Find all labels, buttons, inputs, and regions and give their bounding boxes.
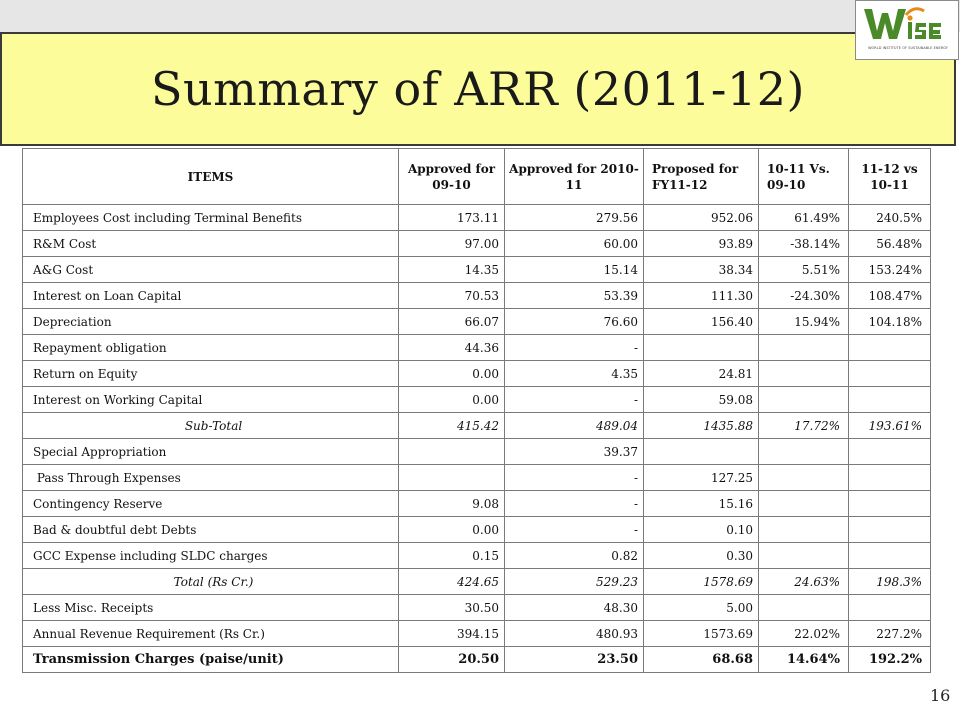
cell-1112-vs-1011 (849, 387, 931, 413)
cell-item: Interest on Working Capital (23, 387, 399, 413)
transmission-charges-row (23, 647, 931, 673)
cell-proposed-1112: 111.30 (644, 283, 759, 309)
table-row (23, 283, 931, 309)
cell-item: Employees Cost including Terminal Benefits (23, 205, 399, 231)
cell-1011-vs-0910: -38.14% (759, 231, 849, 257)
table-row (23, 231, 931, 257)
cell-approved-1011: 15.14 (505, 257, 644, 283)
cell-approved-0910: 66.07 (399, 309, 505, 335)
cell-item: A&G Cost (23, 257, 399, 283)
cell-1011-vs-0910 (759, 361, 849, 387)
cell-1011-vs-0910: -24.30% (759, 283, 849, 309)
table-row (23, 595, 931, 621)
cell-proposed-1112: 1435.88 (644, 413, 759, 439)
cell-proposed-1112: 156.40 (644, 309, 759, 335)
cell-approved-0910: 394.15 (399, 621, 505, 647)
cell-1011-vs-0910: 24.63% (759, 569, 849, 595)
cell-1112-vs-1011 (849, 491, 931, 517)
cell-item: Transmission Charges (paise/unit) (23, 647, 399, 673)
cell-approved-1011: 4.35 (505, 361, 644, 387)
cell-1112-vs-1011 (849, 465, 931, 491)
cell-1011-vs-0910: 61.49% (759, 205, 849, 231)
cell-approved-1011: - (505, 335, 644, 361)
cell-approved-0910: 30.50 (399, 595, 505, 621)
cell-1011-vs-0910: 5.51% (759, 257, 849, 283)
cell-proposed-1112: 0.10 (644, 517, 759, 543)
logo-tagline: WORLD INSTITUTE OF SUSTAINABLE ENERGY (868, 46, 948, 50)
cell-1112-vs-1011: 104.18% (849, 309, 931, 335)
cell-approved-1011: - (505, 517, 644, 543)
cell-1112-vs-1011: 108.47% (849, 283, 931, 309)
cell-1011-vs-0910: 17.72% (759, 413, 849, 439)
table-row (23, 439, 931, 465)
page-number: 16 (930, 686, 951, 705)
cell-approved-1011: 0.82 (505, 543, 644, 569)
cell-proposed-1112 (644, 439, 759, 465)
cell-approved-0910: 415.42 (399, 413, 505, 439)
cell-1112-vs-1011: 193.61% (849, 413, 931, 439)
cell-item: Interest on Loan Capital (23, 283, 399, 309)
cell-item: Depreciation (23, 309, 399, 335)
cell-1112-vs-1011 (849, 361, 931, 387)
cell-proposed-1112: 68.68 (644, 647, 759, 673)
cell-1011-vs-0910 (759, 543, 849, 569)
header-1112-vs-1011: 11-12 vs 10-11 (849, 149, 931, 205)
cell-approved-1011: - (505, 465, 644, 491)
cell-approved-0910: 9.08 (399, 491, 505, 517)
cell-approved-1011: 53.39 (505, 283, 644, 309)
table-row (23, 205, 931, 231)
cell-1112-vs-1011 (849, 335, 931, 361)
cell-approved-0910: 0.00 (399, 517, 505, 543)
table-row (23, 387, 931, 413)
cell-approved-0910: 70.53 (399, 283, 505, 309)
cell-item: Bad & doubtful debt Debts (23, 517, 399, 543)
cell-item: Less Misc. Receipts (23, 595, 399, 621)
cell-approved-0910: 97.00 (399, 231, 505, 257)
header-approved-0910: Approved for 09-10 (399, 149, 505, 205)
cell-1011-vs-0910 (759, 465, 849, 491)
cell-approved-0910 (399, 465, 505, 491)
cell-approved-1011: 23.50 (505, 647, 644, 673)
cell-1112-vs-1011 (849, 439, 931, 465)
cell-proposed-1112: 127.25 (644, 465, 759, 491)
cell-1011-vs-0910 (759, 439, 849, 465)
cell-item: Pass Through Expenses (23, 465, 399, 491)
wise-logo (855, 0, 959, 60)
cell-1112-vs-1011 (849, 543, 931, 569)
cell-proposed-1112: 93.89 (644, 231, 759, 257)
cell-approved-1011: 48.30 (505, 595, 644, 621)
cell-proposed-1112: 24.81 (644, 361, 759, 387)
cell-proposed-1112: 15.16 (644, 491, 759, 517)
cell-approved-0910: 20.50 (399, 647, 505, 673)
cell-item: Sub-Total (23, 413, 399, 439)
cell-item: Contingency Reserve (23, 491, 399, 517)
cell-1112-vs-1011: 192.2% (849, 647, 931, 673)
cell-approved-0910: 0.00 (399, 387, 505, 413)
cell-proposed-1112: 1578.69 (644, 569, 759, 595)
cell-proposed-1112: 952.06 (644, 205, 759, 231)
table-row (23, 621, 931, 647)
cell-1112-vs-1011 (849, 595, 931, 621)
cell-proposed-1112: 5.00 (644, 595, 759, 621)
cell-1011-vs-0910 (759, 335, 849, 361)
table-row (23, 361, 931, 387)
header-approved-1011: Approved for 2010-11 (505, 149, 644, 205)
table-row (23, 257, 931, 283)
cell-approved-1011: - (505, 491, 644, 517)
top-band (0, 0, 960, 32)
cell-1011-vs-0910 (759, 387, 849, 413)
cell-approved-1011: 60.00 (505, 231, 644, 257)
cell-proposed-1112: 0.30 (644, 543, 759, 569)
cell-approved-1011: 480.93 (505, 621, 644, 647)
cell-1011-vs-0910: 22.02% (759, 621, 849, 647)
cell-approved-0910: 424.65 (399, 569, 505, 595)
table-row (23, 465, 931, 491)
title-banner (0, 32, 956, 146)
total-row (23, 569, 931, 595)
cell-approved-1011: 529.23 (505, 569, 644, 595)
cell-1112-vs-1011: 198.3% (849, 569, 931, 595)
cell-item: Repayment obligation (23, 335, 399, 361)
slide-title: Summary of ARR (2011-12) (151, 62, 805, 116)
cell-proposed-1112: 1573.69 (644, 621, 759, 647)
arr-summary-table (22, 148, 931, 673)
cell-approved-1011: 489.04 (505, 413, 644, 439)
cell-1011-vs-0910: 15.94% (759, 309, 849, 335)
table-row (23, 517, 931, 543)
cell-approved-0910: 0.15 (399, 543, 505, 569)
table-row (23, 309, 931, 335)
cell-item: GCC Expense including SLDC charges (23, 543, 399, 569)
cell-1112-vs-1011: 153.24% (849, 257, 931, 283)
cell-approved-1011: 76.60 (505, 309, 644, 335)
cell-item: Return on Equity (23, 361, 399, 387)
cell-item: Total (Rs Cr.) (23, 569, 399, 595)
table-row (23, 543, 931, 569)
cell-approved-0910: 173.11 (399, 205, 505, 231)
cell-approved-0910: 0.00 (399, 361, 505, 387)
cell-item: R&M Cost (23, 231, 399, 257)
cell-1112-vs-1011: 240.5% (849, 205, 931, 231)
cell-item: Special Appropriation (23, 439, 399, 465)
cell-1011-vs-0910 (759, 491, 849, 517)
cell-1011-vs-0910 (759, 517, 849, 543)
cell-approved-1011: 39.37 (505, 439, 644, 465)
cell-approved-0910: 44.36 (399, 335, 505, 361)
cell-proposed-1112 (644, 335, 759, 361)
table-row (23, 491, 931, 517)
table-header-row (23, 149, 931, 205)
cell-proposed-1112: 38.34 (644, 257, 759, 283)
table-row (23, 335, 931, 361)
cell-approved-0910 (399, 439, 505, 465)
cell-approved-1011: - (505, 387, 644, 413)
header-proposed-1112: Proposed for FY11-12 (644, 149, 759, 205)
cell-item: Annual Revenue Requirement (Rs Cr.) (23, 621, 399, 647)
subtotal-row (23, 413, 931, 439)
wise-logo-mark (862, 5, 952, 43)
cell-1011-vs-0910: 14.64% (759, 647, 849, 673)
cell-approved-1011: 279.56 (505, 205, 644, 231)
header-items: ITEMS (23, 149, 399, 205)
cell-1112-vs-1011: 56.48% (849, 231, 931, 257)
cell-approved-0910: 14.35 (399, 257, 505, 283)
cell-1112-vs-1011: 227.2% (849, 621, 931, 647)
cell-1112-vs-1011 (849, 517, 931, 543)
header-1011-vs-0910: 10-11 Vs. 09-10 (759, 149, 849, 205)
cell-1011-vs-0910 (759, 595, 849, 621)
cell-proposed-1112: 59.08 (644, 387, 759, 413)
